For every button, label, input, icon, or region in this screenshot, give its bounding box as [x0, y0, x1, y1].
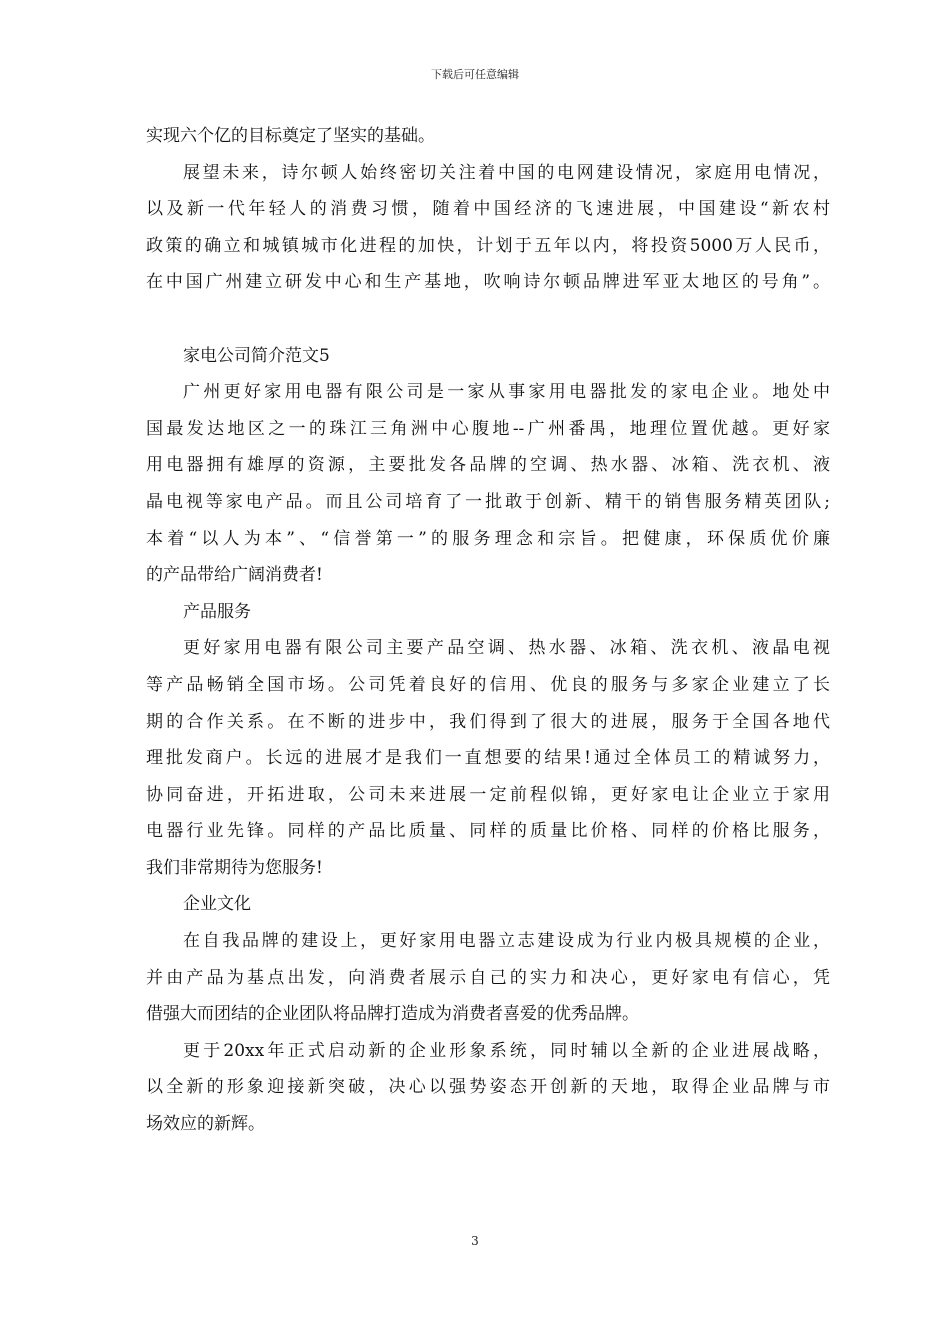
section-heading: 企业文化	[183, 894, 251, 915]
text-line: 广州更好家用电器有限公司是一家从事家用电器批发的家电企业。地处中	[183, 382, 830, 403]
text-line: 在自我品牌的建设上，更好家用电器立志建设成为行业内极具规模的企业，	[183, 931, 830, 952]
text-line: 晶电视等家电产品。而且公司培育了一批敢于创新、精干的销售服务精英团队;	[146, 491, 830, 512]
paragraph-gap	[146, 301, 830, 338]
text-line: 电器行业先锋。同样的产品比质量、同样的质量比价格、同样的价格比服务，	[146, 821, 830, 842]
section-heading: 产品服务	[183, 601, 251, 622]
document-body	[146, 118, 830, 1143]
text-line: 实现六个亿的目标奠定了坚实的基础。	[146, 126, 435, 146]
text-line: 等产品畅销全国市场。公司凭着良好的信用、优良的服务与多家企业建立了长	[146, 674, 830, 695]
text-line: 场效应的新辉。	[146, 1114, 265, 1135]
text-line: 本着“以人为本”、“信誉第一”的服务理念和宗旨。把健康，环保质优价廉	[146, 528, 830, 549]
page-header: 下载后可任意编辑	[431, 68, 519, 81]
page-number: 3	[471, 1234, 479, 1248]
text-line: 以及新一代年轻人的消费习惯，随着中国经济的飞速进展，中国建设“新农村	[146, 199, 830, 220]
text-line: 更于20xx年正式启动新的企业形象系统，同时辅以全新的企业进展战略，	[183, 1040, 830, 1061]
text-line: 国最发达地区之一的珠江三角洲中心腹地--广州番禺，地理位置优越。更好家	[146, 418, 830, 439]
text-line: 理批发商户。长远的进展才是我们一直想要的结果!通过全体员工的精诚努力，	[146, 748, 830, 769]
text-line: 以全新的形象迎接新突破，决心以强势姿态开创新的天地，取得企业品牌与市	[146, 1077, 830, 1098]
text-line: 用电器拥有雄厚的资源，主要批发各品牌的空调、热水器、冰箱、洗衣机、液	[146, 455, 830, 476]
text-line: 在中国广州建立研发中心和生产基地，吹响诗尔顿品牌进军亚太地区的号角”。	[146, 272, 830, 293]
section-heading: 家电公司简介范文5	[183, 345, 330, 366]
text-line: 政策的确立和城镇城市化进程的加快，计划于五年以内，将投资5000万人民币，	[146, 235, 830, 256]
text-line: 的产品带给广阔消费者!	[146, 565, 323, 586]
text-line: 更好家用电器有限公司主要产品空调、热水器、冰箱、洗衣机、液晶电视	[183, 638, 830, 659]
text-line: 协同奋进，开拓进取，公司未来进展一定前程似锦，更好家电让企业立于家用	[146, 784, 830, 805]
text-line: 期的合作关系。在不断的进步中，我们得到了很大的进展，服务于全国各地代	[146, 711, 830, 732]
text-line: 我们非常期待为您服务!	[146, 857, 323, 878]
text-line: 展望未来，诗尔顿人始终密切关注着中国的电网建设情况，家庭用电情况，	[183, 162, 830, 183]
text-line: 借强大而团结的企业团队将品牌打造成为消费者喜爱的优秀品牌。	[146, 1004, 639, 1025]
text-line: 并由产品为基点出发，向消费者展示自己的实力和决心，更好家电有信心，凭	[146, 967, 830, 988]
